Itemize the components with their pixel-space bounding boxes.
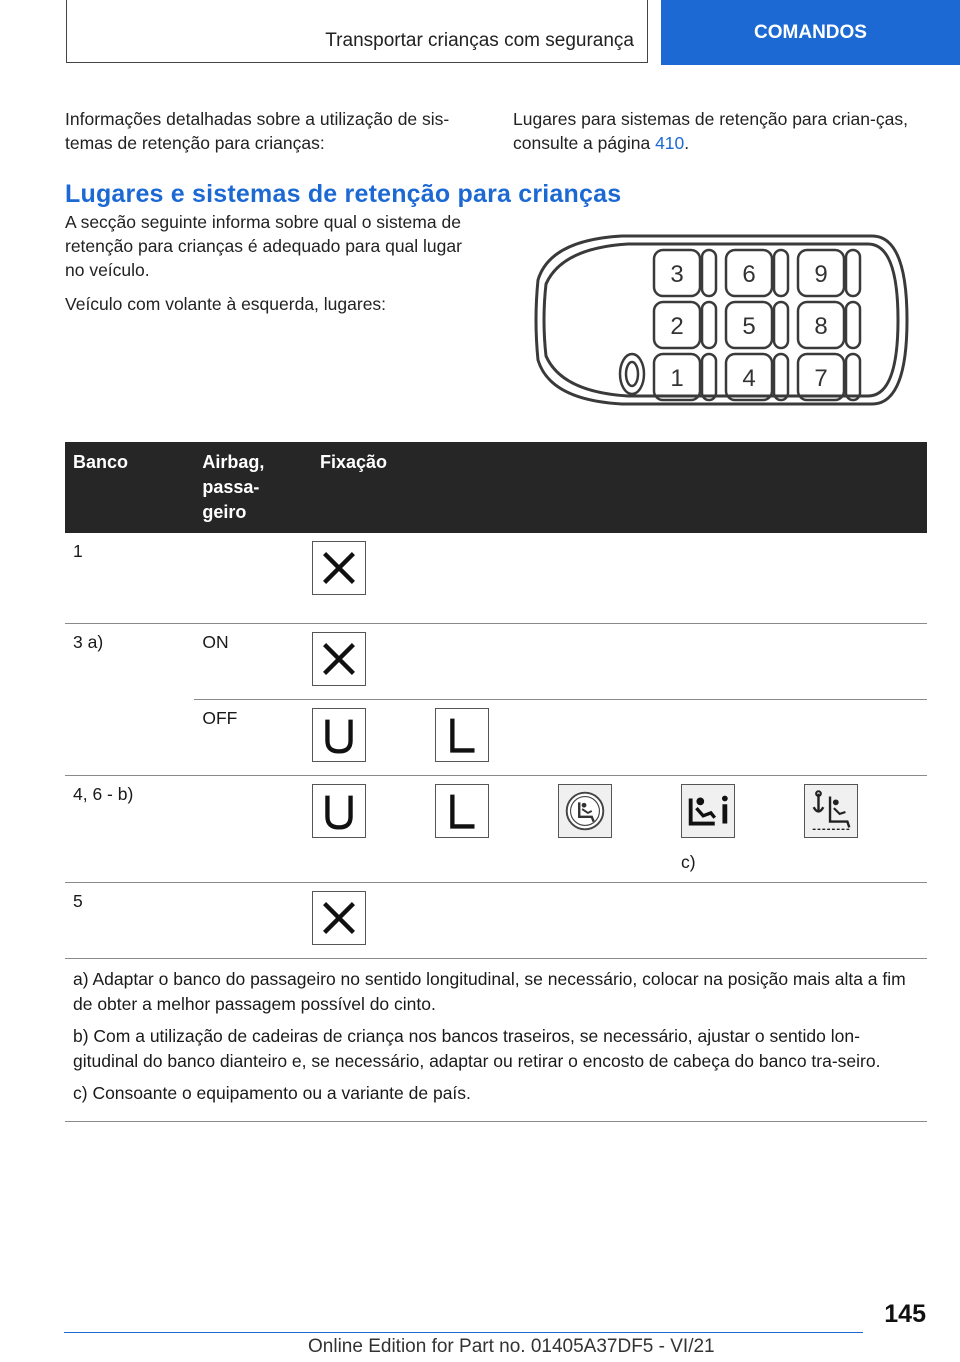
semi-universal-l-icon (435, 708, 489, 762)
not-allowed-icon (312, 891, 366, 945)
semi-universal-l-icon (435, 784, 489, 838)
seat-cell: 5 (73, 890, 83, 911)
i-size-seat-icon (558, 784, 612, 838)
fixation-cell (312, 883, 927, 945)
intro-right-text (513, 107, 913, 155)
header-airbag: Airbag, passa-geiro (194, 442, 312, 533)
airbag-cell: OFF (202, 707, 238, 728)
table-row (65, 623, 927, 699)
page-number: 145 (884, 1300, 926, 1328)
table-row (65, 775, 927, 882)
seat-number: 3 (670, 261, 684, 288)
table-notes (73, 967, 917, 1106)
seat-number: 1 (670, 365, 684, 392)
universal-u-icon (312, 784, 366, 838)
airbag-cell (194, 776, 312, 784)
airbag-cell: ON (202, 631, 229, 652)
section-heading: Lugares e sistemas de retenção para crianças (65, 180, 622, 208)
airbag-cell (194, 533, 312, 541)
seat-number: 2 (670, 313, 684, 340)
seat-number: 7 (814, 365, 828, 392)
seat-cell: 3 a) (73, 631, 104, 652)
not-allowed-icon (312, 632, 366, 686)
seat-number: 5 (742, 313, 756, 340)
fixation-cell (312, 700, 927, 762)
section-title: Transportar crianças com segurança (325, 30, 634, 51)
note-b: b) Com a utilização de cadeiras de criança nos bancos traseiros, se necessário, ajustar o sentido lon-gitudinal do banco dianteiro e, se necessário, adaptar ou retirar o encosto de cabeça do banco tra-seiro. (73, 1025, 881, 1071)
table-row (65, 699, 927, 775)
section-paragraph-2: Veículo com volante à esquerda, lugares: (65, 294, 387, 314)
intro-left-text (65, 107, 485, 155)
intro-left-span: Informações detalhadas sobre a utilização de sis-temas de retenção para crianças: (65, 109, 450, 153)
seat-cell: 4, 6 - b) (73, 783, 134, 804)
seat-number: 6 (742, 261, 756, 288)
child-seat-table (65, 442, 927, 1122)
intro-right-span: Lugares para sistemas de retenção para crian-ças, consulte a página (513, 109, 908, 153)
edition-label: Online Edition for Part no. 01405A37DF5 - VI/21 (308, 1336, 715, 1357)
table-row (65, 533, 927, 623)
tab-comandos[interactable] (661, 0, 960, 65)
header-seat: Banco (65, 442, 194, 533)
seat-number: 4 (742, 365, 756, 392)
i-size-booster-icon (681, 784, 735, 838)
fixation-cell (312, 624, 927, 686)
table-notes-row (65, 958, 927, 1121)
not-allowed-icon (312, 541, 366, 595)
footnote-c-label: c) (681, 851, 696, 872)
table-row (65, 882, 927, 958)
fixation-cell (312, 776, 927, 873)
header-fixation: Fixação (312, 442, 927, 533)
note-c: c) Consoante o equipamento ou a variante de país. (73, 1082, 471, 1103)
airbag-cell (194, 883, 312, 891)
seat-number: 9 (814, 261, 828, 288)
universal-u-icon (312, 708, 366, 762)
table-header-row (65, 442, 927, 533)
fixation-cell (312, 533, 927, 595)
tab-label: COMANDOS (754, 21, 867, 43)
isofix-anchor-icon (804, 784, 858, 838)
footer-divider (64, 1332, 863, 1333)
seat-number: 8 (814, 313, 828, 340)
intro-right-end: . (684, 133, 690, 153)
page-link[interactable]: 410 (655, 133, 685, 153)
seat-cell: 1 (73, 541, 83, 561)
section-paragraph-1: A secção seguinte informa sobre qual o sistema de retenção para crianças é adequado para qual lugar no veículo. (65, 212, 462, 280)
note-a: a) Adaptar o banco do passageiro no sentido longitudinal, se necessário, colocar na posição mais alta a fim de obter a melhor passagem possível do cinto. (73, 968, 906, 1014)
seat-layout-diagram (530, 230, 915, 410)
